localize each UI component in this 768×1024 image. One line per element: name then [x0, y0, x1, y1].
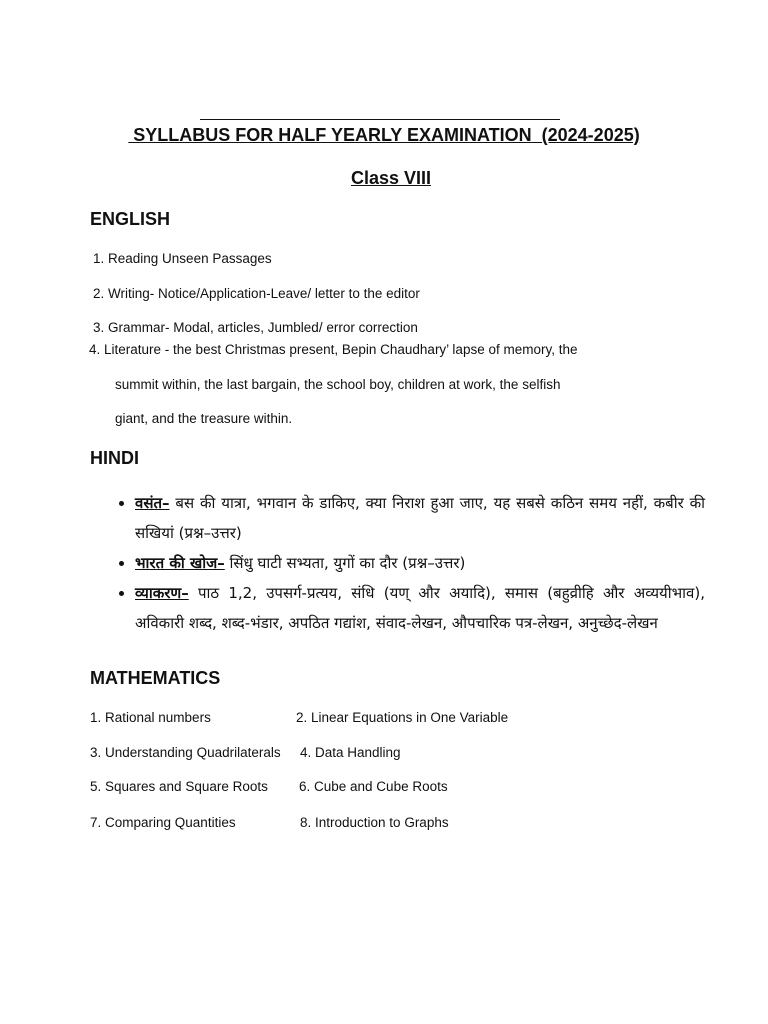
hindi-book-label: भारत की खोज–	[135, 554, 225, 572]
hindi-book-label: वसंत–	[135, 494, 170, 512]
english-heading: ENGLISH	[90, 209, 171, 229]
document-title: SYLLABUS FOR HALF YEARLY EXAMINATION (2024-2025)	[128, 125, 640, 145]
list-item	[135, 578, 705, 638]
mathematics-heading: MATHEMATICS	[90, 668, 221, 688]
english-literature-line: giant, and the treasure within.	[115, 411, 293, 426]
english-item: 1. Reading Unseen Passages	[93, 251, 272, 266]
list-item	[135, 488, 705, 548]
class-label: Class VIII	[350, 168, 432, 188]
top-rule	[200, 119, 560, 120]
english-item: 3. Grammar- Modal, articles, Jumbled/ error correction	[93, 320, 418, 335]
math-topic: 7. Comparing Quantities	[90, 815, 236, 830]
hindi-item-text: बस की यात्रा, भगवान के डाकिए, क्या निराश हुआ जाए, यह सबसे कठिन समय नहीं, कबीर की सखियां (प्रश्न–उत्तर)	[135, 494, 705, 542]
english-literature-line: 4. Literature - the best Christmas present, Bepin Chaudhary’ lapse of memory, the	[89, 342, 578, 357]
math-topic: 6. Cube and Cube Roots	[299, 779, 448, 794]
math-topic: 8. Introduction to Graphs	[300, 815, 449, 830]
hindi-list	[110, 488, 705, 638]
math-topic: 5. Squares and Square Roots	[90, 779, 268, 794]
hindi-heading: HINDI	[90, 448, 139, 468]
math-topic: 4. Data Handling	[300, 745, 401, 760]
list-item	[135, 548, 705, 578]
math-topic: 2. Linear Equations in One Variable	[296, 710, 509, 725]
english-item: 2. Writing- Notice/Application-Leave/ letter to the editor	[93, 286, 420, 301]
hindi-item-text: सिंधु घाटी सभ्यता, युगों का दौर (प्रश्न–उत्तर)	[224, 554, 466, 572]
hindi-book-label: व्याकरण–	[135, 584, 189, 602]
math-topic: 1. Rational numbers	[90, 710, 211, 725]
english-literature-line: summit within, the last bargain, the school boy, children at work, the selfish	[115, 377, 561, 392]
hindi-item-text: पाठ 1,2, उपसर्ग-प्रत्यय, संधि (यण् और अयादि), समास (बहुव्रीहि और अव्ययीभाव), अविकारी शब्द, शब्द-भंडार, अपठित गद्यांश, संवाद-लेखन, औपचारिक पत्र-लेखन, अनुच्छेद-लेखन	[135, 584, 705, 632]
math-topic: 3. Understanding Quadrilaterals	[90, 745, 281, 760]
